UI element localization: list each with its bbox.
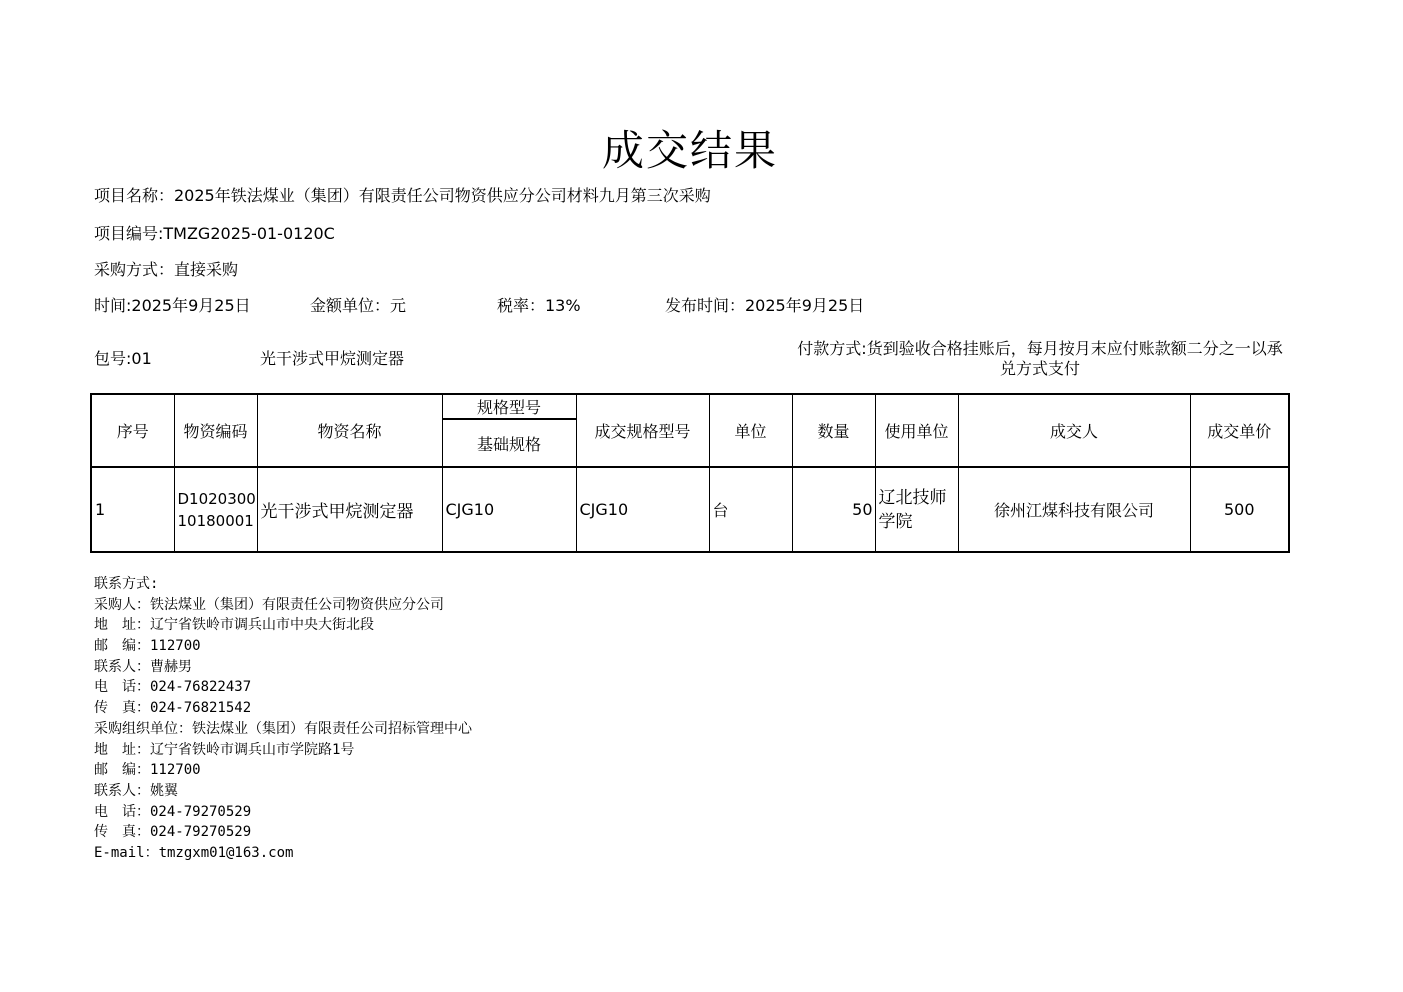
tax-rate: 税率：13% xyxy=(497,296,581,315)
payment-terms: 付款方式:货到验收合格挂账后，每月按月末应付账款额二分之一以承兑方式支付 xyxy=(797,339,1283,378)
header-code: 物资编码 xyxy=(174,394,257,467)
result-table xyxy=(90,393,1290,553)
contact-organizer-address: 地 址：辽宁省铁岭市调兵山市学院路1号 xyxy=(94,741,355,758)
contact-organizer: 采购组织单位：铁法煤业（集团）有限责任公司招标管理中心 xyxy=(94,720,472,737)
header-spec-group: 规格型号 xyxy=(442,394,576,419)
contact-organizer-postcode: 邮 编：112700 xyxy=(94,762,201,779)
purchase-method: 采购方式：直接采购 xyxy=(94,260,239,279)
contact-purchaser-fax: 传 真：024-76821542 xyxy=(94,700,252,717)
package-number: 包号:01 xyxy=(94,349,152,368)
project-name: 项目名称：2025年铁法煤业（集团）有限责任公司物资供应分公司材料九月第三次采购 xyxy=(94,186,711,205)
cell-base-spec: CJG10 xyxy=(442,467,576,552)
table-row xyxy=(91,467,1289,552)
header-name: 物资名称 xyxy=(257,394,442,467)
header-winner: 成交人 xyxy=(958,394,1190,467)
header-qty: 数量 xyxy=(792,394,875,467)
header-deal-spec: 成交规格型号 xyxy=(576,394,709,467)
cell-price: 500 xyxy=(1190,467,1289,552)
header-base-spec: 基础规格 xyxy=(442,419,576,467)
contact-info xyxy=(94,574,472,864)
cell-code: D102030010180001 xyxy=(174,467,257,552)
contact-organizer-phone: 电 话：024-79270529 xyxy=(94,803,252,820)
contact-purchaser-postcode: 邮 编：112700 xyxy=(94,638,201,655)
page-title: 成交结果 xyxy=(601,126,778,175)
cell-unit: 台 xyxy=(709,467,792,552)
contact-purchaser: 采购人：铁法煤业（集团）有限责任公司物资供应分公司 xyxy=(94,596,444,613)
contact-purchaser-address: 地 址：辽宁省铁岭市调兵山市中央大街北段 xyxy=(94,617,374,634)
header-user-unit: 使用单位 xyxy=(875,394,958,467)
meta-row xyxy=(0,296,1403,316)
contact-purchaser-phone: 电 话：024-76822437 xyxy=(94,679,252,696)
contact-email[interactable]: E-mail：tmzgxm01@163.com xyxy=(94,844,294,861)
publish-date-label: 时间:2025年9月25日 xyxy=(94,296,251,315)
project-code: 项目编号:TMZG2025-01-0120C xyxy=(94,224,335,243)
table-header-row xyxy=(91,394,1289,419)
contact-organizer-fax: 传 真：024-79270529 xyxy=(94,824,252,841)
cell-winner: 徐州江煤科技有限公司 xyxy=(958,467,1190,552)
package-name: 光干涉式甲烷测定器 xyxy=(260,349,405,368)
cell-qty: 50 xyxy=(792,467,875,552)
cell-name: 光干涉式甲烷测定器 xyxy=(257,467,442,552)
publish-time: 发布时间：2025年9月25日 xyxy=(665,296,865,315)
header-price: 成交单价 xyxy=(1190,394,1289,467)
cell-seq: 1 xyxy=(91,467,174,552)
contact-purchaser-person: 联系人：曹赫男 xyxy=(94,658,192,675)
header-seq: 序号 xyxy=(91,394,174,467)
contact-heading: 联系方式: xyxy=(94,576,159,592)
cell-user-unit: 辽北技师学院 xyxy=(875,467,958,552)
currency-unit: 金额单位：元 xyxy=(310,296,407,315)
cell-deal-spec: CJG10 xyxy=(576,467,709,552)
header-unit: 单位 xyxy=(709,394,792,467)
contact-organizer-person: 联系人：姚翼 xyxy=(94,782,178,799)
